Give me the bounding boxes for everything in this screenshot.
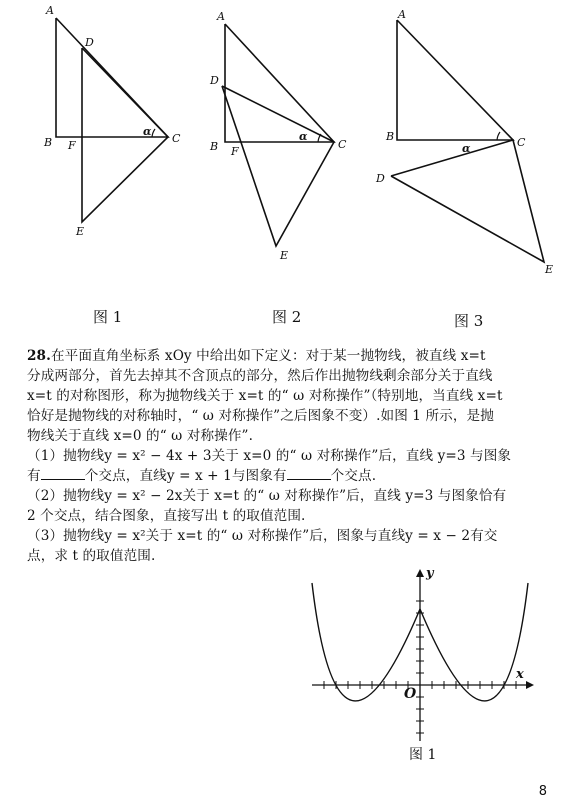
graph-caption: 图 1 xyxy=(409,747,437,763)
problem-line-1-text: 在平面直角坐标系 xOy 中给出如下定义：对于某一抛物线，被直线 x=t xyxy=(50,348,486,364)
fig3-label-e: E xyxy=(545,263,554,276)
fig1-triangle-dec xyxy=(82,48,168,222)
question-1-line-a: （1）抛物线y = x² − 4x + 3关于 x=0 的“ ω 对称操作”后，直线 y=3 与图象 xyxy=(27,448,512,464)
fig1-label-d: D xyxy=(85,36,94,49)
fig3-label-a: A xyxy=(398,8,406,21)
fig3-label-d: D xyxy=(376,172,385,185)
question-3-line-a: （3）抛物线y = x²关于 x=t 的“ ω 对称操作”后，图象与直线y = x − 2有交 xyxy=(27,528,498,544)
fig1-label-e: E xyxy=(76,225,85,238)
fig2-label-a: A xyxy=(217,10,225,23)
fig2-label-f: F xyxy=(231,145,239,158)
graph-x-label: x xyxy=(516,667,524,682)
fig3-triangle-abc xyxy=(397,20,513,140)
fig1-label-alpha: α xyxy=(143,125,152,138)
problem-line-2: 分成两部分，首先去掉其不含顶点的部分，然后作出抛物线剩余部分关于直线 xyxy=(27,368,493,384)
question-2-line-b: 2 个交点，结合图象，直接写出 t 的取值范围. xyxy=(27,508,306,524)
answer-blank-2[interactable] xyxy=(287,466,331,480)
problem-line-5: 物线关于直线 x=0 的“ ω 对称操作”. xyxy=(27,428,254,444)
fig2-caption: 图 2 xyxy=(272,308,302,326)
fig3-label-c: C xyxy=(517,136,526,149)
fig1-label-c: C xyxy=(172,132,181,145)
fig3-label-alpha: α xyxy=(462,142,471,155)
page-number: 8 xyxy=(538,784,547,799)
parabola-graph xyxy=(300,565,540,745)
problem-line-3: x=t 的对称图形，称为抛物线关于 x=t 的“ ω 对称操作”（特别地，当直线 x=t xyxy=(27,388,503,404)
q1-text-post: 个交点. xyxy=(330,468,377,484)
fig3-label-b: B xyxy=(386,130,395,143)
problem-intro xyxy=(27,346,557,566)
fig2-label-d: D xyxy=(210,74,219,87)
parabola-right-branch xyxy=(420,583,528,701)
fig1-label-b: B xyxy=(44,136,53,149)
fig3-triangle-dec xyxy=(391,140,544,262)
fig2-triangle-abc xyxy=(225,24,334,142)
fig1-label-f: F xyxy=(68,139,76,152)
fig2-triangle-dec xyxy=(222,86,334,246)
question-2-line-a: （2）抛物线y = x² − 2x关于 x=t 的“ ω 对称操作”后，直线 y=3 与图象恰有 xyxy=(27,488,507,504)
question-3-line-b: 点，求 t 的取值范围. xyxy=(27,548,156,564)
q1-text-mid: 个交点，直线y = x + 1与图象有 xyxy=(84,468,287,484)
answer-blank-1[interactable] xyxy=(41,466,85,480)
top-figures xyxy=(0,0,571,330)
problem-number: 28. xyxy=(27,348,51,364)
fig3-caption: 图 3 xyxy=(454,312,484,330)
problem-line-1 xyxy=(27,346,557,366)
question-1-line-b xyxy=(27,466,557,486)
q1-text-pre: 有 xyxy=(27,468,41,484)
fig2-label-b: B xyxy=(210,140,219,153)
fig2-label-e: E xyxy=(280,249,289,262)
graph-origin-label: O xyxy=(404,686,417,702)
fig2-label-alpha: α xyxy=(299,130,308,143)
fig2-label-c: C xyxy=(338,138,347,151)
problem-line-4: 恰好是抛物线的对称轴时，“ ω 对称操作”之后图象不变）.如图 1 所示，是抛 xyxy=(27,408,494,424)
graph-y-label: y xyxy=(426,566,434,581)
parabola-left-branch xyxy=(312,583,420,701)
fig1-caption: 图 1 xyxy=(93,308,123,326)
fig1-label-a: A xyxy=(46,4,54,17)
